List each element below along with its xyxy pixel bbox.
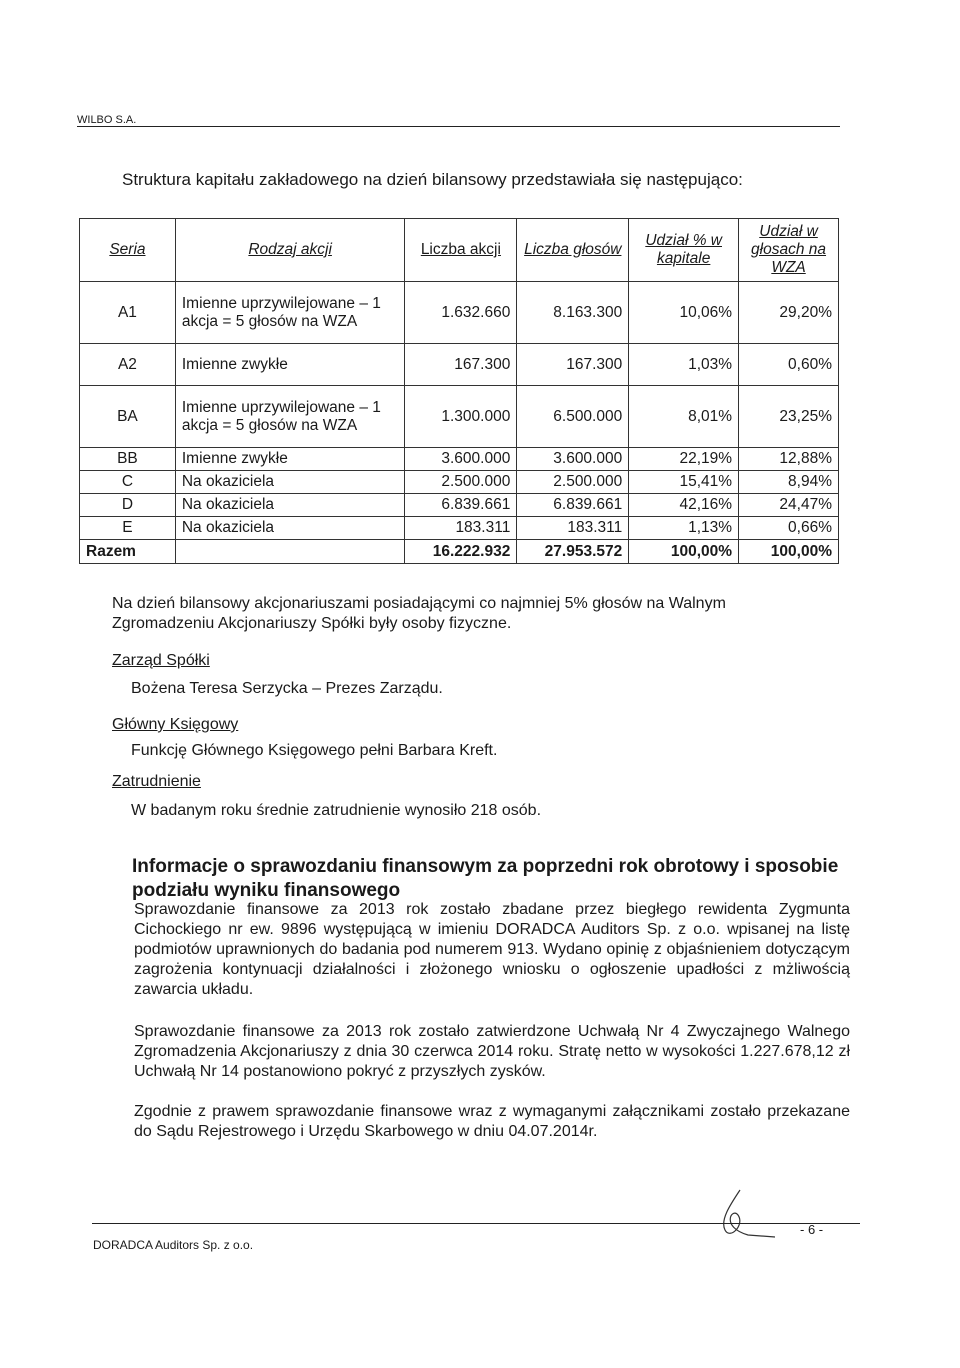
table-row [80, 344, 839, 386]
accountant-heading: Główny Księgowy [112, 716, 239, 733]
cell-glosy-wza: 8,94% [739, 471, 839, 494]
footer-company: DORADCA Auditors Sp. z o.o. [93, 1238, 254, 1252]
header-rodzaj: Rodzaj akcji [175, 219, 405, 282]
intro-text: Struktura kapitału zakładowego na dzień bilansowy przedstawiała się następująco: [122, 170, 743, 189]
header-liczba-glosow: Liczba głosów [517, 219, 629, 282]
cell-glosy: 3.600.000 [517, 448, 629, 471]
cell-kapital: 1,13% [629, 517, 739, 540]
cell-seria: A1 [80, 282, 176, 344]
cell-akcje: 183.311 [405, 517, 517, 540]
cell-rodzaj [175, 540, 405, 564]
header-udzial-glosy: Udział w głosach na WZA [739, 219, 839, 282]
paragraph-audit: Sprawozdanie finansowe za 2013 rok zostało zbadane przez biegłego rewidenta Zygmunta Cichockiego nr ew. 9896 występującą w imieniu DORADCA Auditors Sp. z o.o. wpisanej na listę podmiotów uprawnionych do badania pod numerem 913. Wydano opinię z objaśnieniem dotyczącym zagrożenia kontynuacji działalności i złożonego wniosku o ogłoszenie upadłości z mżliwością zawarcia układu. [134, 901, 850, 998]
cell-seria: A2 [80, 344, 176, 386]
cell-glosy: 27.953.572 [517, 540, 629, 564]
signature-mark [700, 1185, 780, 1245]
cell-akcje: 167.300 [405, 344, 517, 386]
cell-akcje: 2.500.000 [405, 471, 517, 494]
paragraph-submission: Zgodnie z prawem sprawozdanie finansowe wraz z wymaganymi załącznikami zostało przekazane do Sądu Rejestrowego i Urzędu Skarbowego w dniu 04.07.2014r. [134, 1103, 850, 1140]
cell-seria: BB [80, 448, 176, 471]
cell-rodzaj: Na okaziciela [175, 494, 405, 517]
cell-glosy: 6.839.661 [517, 494, 629, 517]
cell-rodzaj: Imienne uprzywilejowane – 1 akcja = 5 głosów na WZA [175, 282, 405, 344]
cell-kapital: 42,16% [629, 494, 739, 517]
table-total-row [80, 540, 839, 564]
cell-glosy: 2.500.000 [517, 471, 629, 494]
cell-glosy: 6.500.000 [517, 386, 629, 448]
cell-kapital: 100,00% [629, 540, 739, 564]
employment-heading: Zatrudnienie [112, 773, 201, 790]
capital-structure-table [79, 218, 839, 564]
table-header-row [80, 219, 839, 282]
cell-glosy: 183.311 [517, 517, 629, 540]
cell-seria: C [80, 471, 176, 494]
cell-kapital: 8,01% [629, 386, 739, 448]
employment-text: W badanym roku średnie zatrudnienie wynosiło 218 osób. [131, 802, 542, 819]
page-number: - 6 - [800, 1222, 824, 1237]
paragraph-approval: Sprawozdanie finansowe za 2013 rok zostało zatwierdzone Uchwałą Nr 4 Zwyczajnego Walnego Zgromadzenia Akcjonariuszy z dnia 30 czerwca 2014 roku. Stratę netto w wysokości 1.227.678,12 zł Uchwałą Nr 14 postanowiono pokryć z przyszłych zysków. [134, 1023, 850, 1080]
table-row [80, 282, 839, 344]
cell-kapital: 15,41% [629, 471, 739, 494]
header-udzial-kapital: Udział % w kapitale [629, 219, 739, 282]
cell-akcje: 1.300.000 [405, 386, 517, 448]
board-heading: Zarząd Spółki [112, 652, 210, 669]
cell-glosy-wza: 0,60% [739, 344, 839, 386]
cell-rodzaj: Na okaziciela [175, 471, 405, 494]
cell-glosy-wza: 24,47% [739, 494, 839, 517]
cell-kapital: 22,19% [629, 448, 739, 471]
cell-glosy: 167.300 [517, 344, 629, 386]
cell-rodzaj: Imienne uprzywilejowane – 1 akcja = 5 głosów na WZA [175, 386, 405, 448]
cell-akcje: 3.600.000 [405, 448, 517, 471]
cell-akcje: 16.222.932 [405, 540, 517, 564]
section-title: Informacje o sprawozdaniu finansowym za poprzedni rok obrotowy i sposobie podziału wyniku finansowego [132, 856, 839, 901]
header-divider [77, 126, 840, 127]
cell-akcje: 6.839.661 [405, 494, 517, 517]
cell-glosy: 8.163.300 [517, 282, 629, 344]
cell-rodzaj: Imienne zwykłe [175, 448, 405, 471]
cell-rodzaj: Na okaziciela [175, 517, 405, 540]
cell-glosy-wza: 12,88% [739, 448, 839, 471]
table-row [80, 386, 839, 448]
header-seria: Seria [80, 219, 176, 282]
table-row [80, 448, 839, 471]
table-row [80, 471, 839, 494]
header-liczba-akcji: Liczba akcji [405, 219, 517, 282]
cell-glosy-wza: 0,66% [739, 517, 839, 540]
cell-glosy-wza: 100,00% [739, 540, 839, 564]
header-company: WILBO S.A. [77, 114, 137, 126]
shareholders-note: Na dzień bilansowy akcjonariuszami posiadającymi co najmniej 5% głosów na Walnym Zgromadzeniu Akcjonariuszy Spółki były osoby fizyczne. [112, 595, 726, 632]
cell-seria: BA [80, 386, 176, 448]
table-row [80, 517, 839, 540]
cell-seria: D [80, 494, 176, 517]
footer-divider [92, 1223, 860, 1224]
cell-glosy-wza: 23,25% [739, 386, 839, 448]
cell-kapital: 1,03% [629, 344, 739, 386]
cell-glosy-wza: 29,20% [739, 282, 839, 344]
cell-akcje: 1.632.660 [405, 282, 517, 344]
board-text: Bożena Teresa Serzycka – Prezes Zarządu. [131, 680, 443, 697]
cell-rodzaj: Imienne zwykłe [175, 344, 405, 386]
cell-seria: Razem [80, 540, 176, 564]
accountant-text: Funkcję Głównego Księgowego pełni Barbara Kreft. [131, 742, 498, 759]
cell-seria: E [80, 517, 176, 540]
table-row [80, 494, 839, 517]
cell-kapital: 10,06% [629, 282, 739, 344]
